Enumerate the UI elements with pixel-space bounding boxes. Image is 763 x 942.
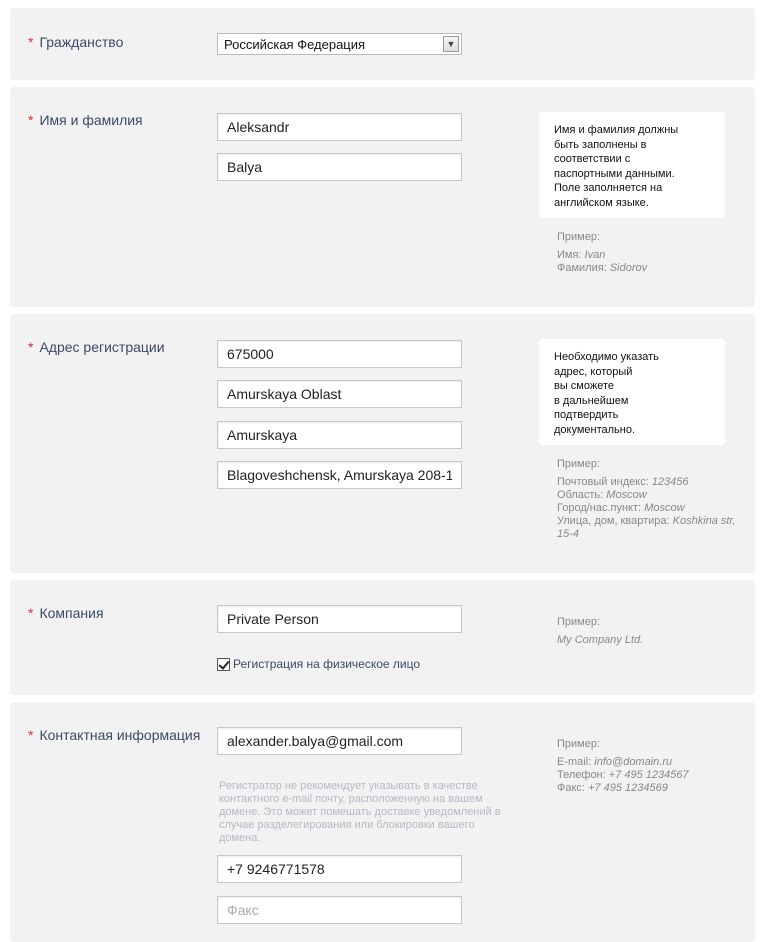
company-input[interactable] [217, 605, 462, 633]
contact-section [10, 702, 755, 942]
example-title: Пример: [557, 738, 601, 750]
example-line: Телефон: +7 495 1234567 [557, 769, 689, 781]
first-name-input[interactable] [217, 113, 462, 141]
phone-input[interactable] [217, 855, 462, 883]
street-input[interactable] [217, 461, 462, 489]
example-line: Почтовый индекс: 123456 [557, 476, 689, 488]
example-line: Улица, дом, квартира: Koshkina str, 15-4 [557, 515, 736, 540]
contact-label-text: Контактная информация [39, 727, 201, 743]
name-label [28, 112, 143, 128]
chevron-down-icon[interactable]: ▼ [443, 36, 459, 52]
last-name-input[interactable] [217, 153, 462, 181]
citizenship-label-text: Гражданство [39, 34, 124, 50]
citizenship-section [10, 8, 755, 80]
company-label [28, 605, 104, 621]
example-title: Пример: [557, 616, 601, 628]
company-example [557, 616, 737, 647]
address-section [10, 314, 755, 573]
email-input[interactable] [217, 727, 462, 755]
contact-example [557, 738, 737, 795]
contact-label [28, 727, 200, 743]
citizenship-selected-value: Российская Федерация [224, 37, 366, 52]
address-tip: Необходимо указать адрес, который вы сможете в дальнейшем подтвердить документально. [539, 339, 725, 445]
city-input[interactable] [217, 421, 462, 449]
required-mark: * [28, 605, 34, 621]
checkbox-label[interactable]: Регистрация на физическое лицо [233, 657, 421, 671]
postal-code-input[interactable] [217, 340, 462, 368]
example-title: Пример: [557, 231, 601, 243]
address-label [28, 339, 165, 355]
required-mark: * [28, 34, 34, 50]
required-mark: * [28, 339, 34, 355]
example-line: Имя: Ivan [557, 249, 606, 261]
citizenship-label [28, 34, 123, 50]
example-value: My Company Ltd. [557, 634, 644, 646]
name-tip: Имя и фамилия должны быть заполнены в соответствии с паспортными данными. Поле заполняется на английском языке. [539, 112, 725, 218]
address-example [557, 458, 737, 541]
example-line: Город/нас.пункт: Moscow [557, 502, 685, 514]
example-line: Область: Moscow [557, 489, 647, 501]
example-line: E-mail: info@domain.ru [557, 756, 673, 768]
individual-registration-checkbox[interactable] [217, 657, 420, 671]
fax-input[interactable] [217, 896, 462, 924]
citizenship-select[interactable] [217, 33, 462, 55]
example-line: Факс: +7 495 1234569 [557, 782, 668, 794]
name-section [10, 87, 755, 307]
region-input[interactable] [217, 380, 462, 408]
company-label-text: Компания [39, 605, 104, 621]
address-label-text: Адрес регистрации [39, 339, 165, 355]
name-label-text: Имя и фамилия [39, 112, 143, 128]
example-title: Пример: [557, 458, 601, 470]
company-section [10, 580, 755, 695]
email-note: Регистратор не рекомендует указывать в качестве контактного e-mail почту, расположенную на вашем домене. Это может помешать доставке уведомлений в случае разделегирования или блокировки вашего домена. [219, 780, 501, 844]
name-example [557, 231, 737, 275]
checkbox-checked-icon[interactable] [217, 658, 230, 671]
required-mark: * [28, 727, 34, 743]
example-line: Фамилия: Sidorov [557, 262, 648, 274]
required-mark: * [28, 112, 34, 128]
